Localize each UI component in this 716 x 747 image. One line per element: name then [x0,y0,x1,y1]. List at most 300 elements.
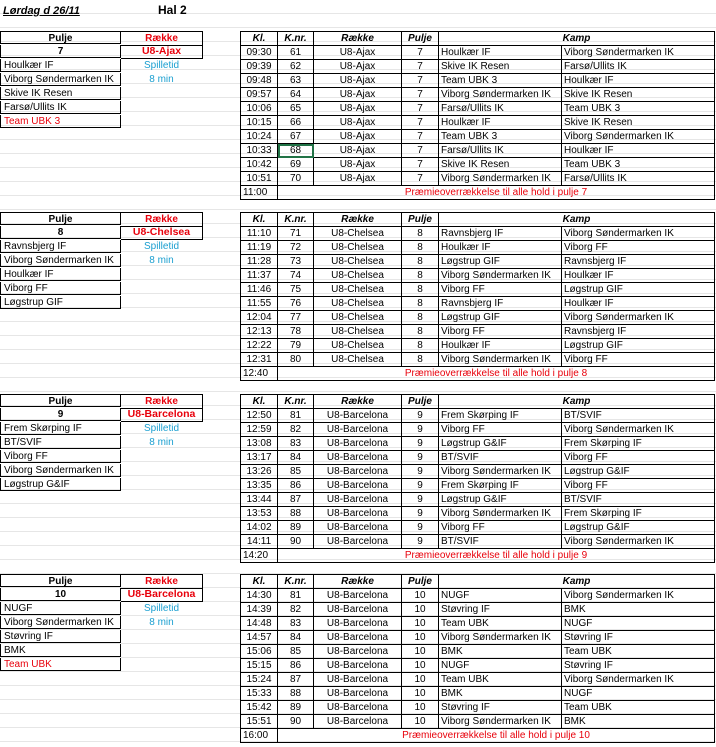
empty-cell[interactable] [121,450,202,463]
raekke-cell[interactable]: U8-Barcelona [314,673,402,687]
raekke-cell[interactable]: U8-Barcelona [314,409,402,423]
pulje-cell[interactable]: 10 [402,673,439,687]
team-cell[interactable]: Viborg FF [0,450,121,463]
pulje-cell[interactable]: 9 [402,535,439,549]
pulje-cell[interactable]: 8 [402,353,439,367]
knr-cell[interactable]: 86 [278,479,314,493]
team-cell[interactable]: Houlkær IF [0,59,121,72]
raekke-cell[interactable]: U8-Ajax [314,130,402,144]
away-team-cell[interactable]: Løgstrup G&IF [562,521,715,535]
raekke-cell[interactable]: U8-Chelsea [314,339,402,353]
kl-cell[interactable]: 10:15 [241,116,278,130]
raekke-cell[interactable]: U8-Ajax [314,172,402,186]
raekke-cell[interactable]: U8-Barcelona [314,645,402,659]
kl-cell[interactable]: 13:53 [241,507,278,521]
home-team-cell[interactable]: Viborg FF [439,325,562,339]
prize-time[interactable]: 16:00 [241,729,278,743]
knr-cell[interactable]: 82 [278,603,314,617]
knr-cell[interactable]: 78 [278,325,314,339]
kamp-header[interactable]: Kamp [439,213,715,227]
kl-cell[interactable]: 15:33 [241,687,278,701]
pulje-cell[interactable]: 10 [402,645,439,659]
knr-cell[interactable]: 73 [278,255,314,269]
away-team-cell[interactable]: Viborg Søndermarken IK [562,673,715,687]
knr-cell[interactable]: 89 [278,701,314,715]
team-cell[interactable]: Frem Skørping IF [0,422,121,435]
playtime-value[interactable]: 8 min [149,617,174,628]
pulje-label[interactable]: Pulje [0,394,121,407]
away-team-cell[interactable]: Løgstrup GIF [562,339,715,353]
knr-cell[interactable]: 72 [278,241,314,255]
empty-cell[interactable] [121,268,202,281]
raekke-cell[interactable]: U8-Barcelona [314,507,402,521]
home-team-cell[interactable]: Team UBK [439,617,562,631]
away-team-cell[interactable]: Farsø/Ullits IK [562,60,715,74]
raekke-cell[interactable]: U8-Barcelona [314,521,402,535]
kl-header[interactable]: Kl. [241,575,278,589]
prize-text[interactable]: Præmieoverrækkelse til alle hold i pulje 7 [278,186,715,200]
away-team-cell[interactable]: BT/SVIF [562,493,715,507]
raekke-cell[interactable]: U8-Barcelona [314,493,402,507]
kl-cell[interactable]: 14:11 [241,535,278,549]
knr-cell[interactable]: 88 [278,687,314,701]
prize-time[interactable]: 11:00 [241,186,278,200]
pulje-cell[interactable]: 9 [402,409,439,423]
away-team-cell[interactable]: Team UBK [562,645,715,659]
kl-cell[interactable]: 12:59 [241,423,278,437]
raekke-header[interactable]: Række [314,213,402,227]
prize-text[interactable]: Præmieoverrækkelse til alle hold i pulje 9 [278,549,715,563]
knr-cell[interactable]: 83 [278,617,314,631]
pulje-cell[interactable]: 9 [402,423,439,437]
knr-header[interactable]: K.nr. [278,32,314,46]
away-team-cell[interactable]: Houlkær IF [562,74,715,88]
pulje-header[interactable]: Pulje [402,575,439,589]
pulje-number[interactable]: 7 [0,45,121,58]
raekke-cell[interactable]: U8-Barcelona [314,451,402,465]
pulje-cell[interactable]: 10 [402,617,439,631]
kl-cell[interactable]: 14:48 [241,617,278,631]
empty-cell[interactable] [121,296,202,309]
kl-cell[interactable]: 12:13 [241,325,278,339]
raekke-header[interactable]: Række [314,575,402,589]
raekke-cell[interactable]: U8-Chelsea [314,283,402,297]
team-cell[interactable]: Viborg Søndermarken IK [0,254,121,267]
raekke-cell[interactable]: U8-Chelsea [314,255,402,269]
pulje-cell[interactable]: 10 [402,687,439,701]
away-team-cell[interactable]: Løgstrup GIF [562,283,715,297]
playtime-value[interactable]: 8 min [149,255,174,266]
home-team-cell[interactable]: Farsø/Ullits IK [439,144,562,158]
pulje-cell[interactable]: 7 [402,158,439,172]
away-team-cell[interactable]: Skive IK Resen [562,88,715,102]
home-team-cell[interactable]: BT/SVIF [439,535,562,549]
raekke-cell[interactable]: U8-Ajax [314,60,402,74]
away-team-cell[interactable]: NUGF [562,617,715,631]
home-team-cell[interactable]: Farsø/Ullits IK [439,102,562,116]
home-team-cell[interactable]: Houlkær IF [439,241,562,255]
playtime-label[interactable]: Spilletid [143,603,180,614]
pulje-header[interactable]: Pulje [402,32,439,46]
kl-cell[interactable]: 09:57 [241,88,278,102]
home-team-cell[interactable]: Team UBK 3 [439,74,562,88]
empty-cell[interactable] [121,658,202,671]
knr-cell[interactable]: 82 [278,423,314,437]
knr-cell[interactable]: 81 [278,409,314,423]
kl-cell[interactable]: 15:24 [241,673,278,687]
away-team-cell[interactable]: Team UBK 3 [562,102,715,116]
kl-cell[interactable]: 10:51 [241,172,278,186]
raekke-cell[interactable]: U8-Barcelona [314,687,402,701]
team-cell[interactable]: Viborg Søndermarken IK [0,464,121,477]
pulje-cell[interactable]: 9 [402,493,439,507]
home-team-cell[interactable]: Viborg Søndermarken IK [439,507,562,521]
kl-cell[interactable]: 12:50 [241,409,278,423]
knr-cell[interactable]: 64 [278,88,314,102]
kl-cell[interactable]: 10:24 [241,130,278,144]
raekke-label[interactable]: Række [121,394,203,409]
away-team-cell[interactable]: BT/SVIF [562,409,715,423]
home-team-cell[interactable]: Viborg Søndermarken IK [439,269,562,283]
raekke-cell[interactable]: U8-Barcelona [314,617,402,631]
team-cell[interactable]: Viborg Søndermarken IK [0,73,121,86]
knr-cell[interactable]: 61 [278,46,314,60]
home-team-cell[interactable]: Viborg FF [439,423,562,437]
away-team-cell[interactable]: Ravnsbjerg IF [562,255,715,269]
pulje-cell[interactable]: 10 [402,701,439,715]
raekke-cell[interactable]: U8-Ajax [314,116,402,130]
pulje-cell[interactable]: 7 [402,144,439,158]
home-team-cell[interactable]: Team UBK 3 [439,130,562,144]
kl-cell[interactable]: 10:33 [241,144,278,158]
home-team-cell[interactable]: NUGF [439,589,562,603]
raekke-name[interactable]: U8-Chelsea [121,226,203,240]
raekke-header[interactable]: Række [314,395,402,409]
away-team-cell[interactable]: Ravnsbjerg IF [562,325,715,339]
pulje-cell[interactable]: 7 [402,60,439,74]
pulje-cell[interactable]: 7 [402,130,439,144]
home-team-cell[interactable]: Viborg FF [439,283,562,297]
kl-cell[interactable]: 12:22 [241,339,278,353]
pulje-cell[interactable]: 8 [402,325,439,339]
kl-cell[interactable]: 13:08 [241,437,278,451]
knr-header[interactable]: K.nr. [278,395,314,409]
kl-cell[interactable]: 15:15 [241,659,278,673]
pulje-cell[interactable]: 8 [402,297,439,311]
pulje-cell[interactable]: 9 [402,507,439,521]
raekke-cell[interactable]: U8-Barcelona [314,659,402,673]
away-team-cell[interactable]: Viborg Søndermarken IK [562,535,715,549]
pulje-cell[interactable]: 10 [402,659,439,673]
raekke-cell[interactable]: U8-Barcelona [314,465,402,479]
home-team-cell[interactable]: Viborg Søndermarken IK [439,715,562,729]
kl-header[interactable]: Kl. [241,213,278,227]
raekke-cell[interactable]: U8-Chelsea [314,227,402,241]
prize-time[interactable]: 12:40 [241,367,278,381]
team-cell[interactable]: BMK [0,644,121,657]
away-team-cell[interactable]: Viborg Søndermarken IK [562,311,715,325]
kl-cell[interactable]: 12:31 [241,353,278,367]
raekke-cell[interactable]: U8-Ajax [314,74,402,88]
team-cell[interactable]: BT/SVIF [0,436,121,449]
raekke-cell[interactable]: U8-Chelsea [314,353,402,367]
away-team-cell[interactable]: Farsø/Ullits IK [562,172,715,186]
raekke-cell[interactable]: U8-Barcelona [314,589,402,603]
pulje-cell[interactable]: 7 [402,46,439,60]
home-team-cell[interactable]: Ravnsbjerg IF [439,227,562,241]
kl-cell[interactable]: 15:42 [241,701,278,715]
raekke-cell[interactable]: U8-Ajax [314,158,402,172]
kl-cell[interactable]: 11:19 [241,241,278,255]
raekke-cell[interactable]: U8-Ajax [314,144,402,158]
kl-header[interactable]: Kl. [241,32,278,46]
pulje-cell[interactable]: 7 [402,102,439,116]
raekke-cell[interactable]: U8-Chelsea [314,241,402,255]
knr-cell[interactable]: 81 [278,589,314,603]
away-team-cell[interactable]: BMK [562,603,715,617]
raekke-cell[interactable]: U8-Chelsea [314,311,402,325]
kl-header[interactable]: Kl. [241,395,278,409]
empty-cell[interactable] [121,87,202,100]
pulje-header[interactable]: Pulje [402,395,439,409]
pulje-number[interactable]: 8 [0,226,121,239]
empty-cell[interactable] [121,282,202,295]
pulje-label[interactable]: Pulje [0,212,121,225]
away-team-cell[interactable]: Houlkær IF [562,269,715,283]
playtime-label[interactable]: Spilletid [143,60,180,71]
away-team-cell[interactable]: Viborg FF [562,353,715,367]
raekke-cell[interactable]: U8-Ajax [314,46,402,60]
empty-cell[interactable] [121,644,202,657]
prize-time[interactable]: 14:20 [241,549,278,563]
home-team-cell[interactable]: Team UBK [439,673,562,687]
pulje-cell[interactable]: 10 [402,715,439,729]
away-team-cell[interactable]: Støvring IF [562,659,715,673]
playtime-value[interactable]: 8 min [149,437,174,448]
knr-cell[interactable]: 85 [278,465,314,479]
away-team-cell[interactable]: Viborg Søndermarken IK [562,589,715,603]
home-team-cell[interactable]: Viborg Søndermarken IK [439,88,562,102]
pulje-cell[interactable]: 7 [402,172,439,186]
away-team-cell[interactable]: Viborg Søndermarken IK [562,46,715,60]
pulje-cell[interactable]: 9 [402,437,439,451]
pulje-label[interactable]: Pulje [0,574,121,587]
raekke-name[interactable]: U8-Barcelona [121,408,203,422]
away-team-cell[interactable]: Viborg Søndermarken IK [562,227,715,241]
pulje-cell[interactable]: 8 [402,241,439,255]
knr-cell[interactable]: 83 [278,437,314,451]
empty-cell[interactable] [121,630,202,643]
home-team-cell[interactable]: Houlkær IF [439,46,562,60]
home-team-cell[interactable]: Frem Skørping IF [439,409,562,423]
kamp-header[interactable]: Kamp [439,32,715,46]
knr-cell[interactable]: 87 [278,493,314,507]
raekke-cell[interactable]: U8-Barcelona [314,715,402,729]
knr-cell[interactable]: 66 [278,116,314,130]
kl-cell[interactable]: 14:57 [241,631,278,645]
kl-cell[interactable]: 15:51 [241,715,278,729]
team-cell[interactable]: Skive IK Resen [0,87,121,100]
pulje-cell[interactable]: 9 [402,521,439,535]
pulje-cell[interactable]: 8 [402,227,439,241]
team-cell[interactable]: Ravnsbjerg IF [0,240,121,253]
raekke-cell[interactable]: U8-Ajax [314,102,402,116]
home-team-cell[interactable]: Houlkær IF [439,116,562,130]
knr-cell[interactable]: 90 [278,535,314,549]
raekke-cell[interactable]: U8-Barcelona [314,535,402,549]
kl-cell[interactable]: 09:30 [241,46,278,60]
playtime-label[interactable]: Spilletid [143,423,180,434]
away-team-cell[interactable]: Løgstrup G&IF [562,465,715,479]
playtime-value[interactable]: 8 min [149,74,174,85]
home-team-cell[interactable]: Ravnsbjerg IF [439,297,562,311]
kl-cell[interactable]: 14:39 [241,603,278,617]
raekke-cell[interactable]: U8-Chelsea [314,269,402,283]
team-cell[interactable]: Team UBK [0,658,121,671]
away-team-cell[interactable]: Støvring IF [562,631,715,645]
knr-cell[interactable]: 65 [278,102,314,116]
kl-cell[interactable]: 11:28 [241,255,278,269]
raekke-label[interactable]: Række [121,574,203,589]
kl-cell[interactable]: 10:42 [241,158,278,172]
raekke-cell[interactable]: U8-Ajax [314,88,402,102]
kl-cell[interactable]: 11:37 [241,269,278,283]
knr-header[interactable]: K.nr. [278,213,314,227]
team-cell[interactable]: Løgstrup G&IF [0,478,121,491]
raekke-header[interactable]: Række [314,32,402,46]
knr-cell[interactable]: 75 [278,283,314,297]
knr-cell[interactable]: 63 [278,74,314,88]
pulje-number[interactable]: 10 [0,588,121,601]
pulje-cell[interactable]: 8 [402,269,439,283]
home-team-cell[interactable]: Viborg Søndermarken IK [439,353,562,367]
team-cell[interactable]: Viborg FF [0,282,121,295]
knr-cell[interactable]: 76 [278,297,314,311]
away-team-cell[interactable]: Viborg Søndermarken IK [562,130,715,144]
kl-cell[interactable]: 14:02 [241,521,278,535]
kl-cell[interactable]: 14:30 [241,589,278,603]
knr-cell[interactable]: 69 [278,158,314,172]
away-team-cell[interactable]: Team UBK [562,701,715,715]
kl-cell[interactable]: 09:48 [241,74,278,88]
playtime-label[interactable]: Spilletid [143,241,180,252]
kl-cell[interactable]: 13:35 [241,479,278,493]
raekke-cell[interactable]: U8-Barcelona [314,701,402,715]
knr-cell[interactable]: 62 [278,60,314,74]
kl-cell[interactable]: 13:44 [241,493,278,507]
pulje-cell[interactable]: 8 [402,255,439,269]
home-team-cell[interactable]: Løgstrup GIF [439,255,562,269]
home-team-cell[interactable]: NUGF [439,659,562,673]
pulje-number[interactable]: 9 [0,408,121,421]
away-team-cell[interactable]: Team UBK 3 [562,158,715,172]
pulje-cell[interactable]: 9 [402,479,439,493]
kl-cell[interactable]: 15:06 [241,645,278,659]
home-team-cell[interactable]: Skive IK Resen [439,60,562,74]
home-team-cell[interactable]: Viborg Søndermarken IK [439,172,562,186]
away-team-cell[interactable]: Viborg Søndermarken IK [562,423,715,437]
knr-cell[interactable]: 79 [278,339,314,353]
kl-cell[interactable]: 11:55 [241,297,278,311]
pulje-cell[interactable]: 10 [402,589,439,603]
knr-header[interactable]: K.nr. [278,575,314,589]
raekke-label[interactable]: Række [121,31,203,46]
kl-cell[interactable]: 10:06 [241,102,278,116]
raekke-cell[interactable]: U8-Barcelona [314,603,402,617]
kl-cell[interactable]: 12:04 [241,311,278,325]
empty-cell[interactable] [121,115,202,128]
away-team-cell[interactable]: Viborg FF [562,451,715,465]
knr-cell[interactable]: 90 [278,715,314,729]
knr-cell[interactable]: 88 [278,507,314,521]
team-cell[interactable]: Løgstrup GIF [0,296,121,309]
raekke-label[interactable]: Række [121,212,203,227]
away-team-cell[interactable]: NUGF [562,687,715,701]
pulje-label[interactable]: Pulje [0,31,121,44]
team-cell[interactable]: NUGF [0,602,121,615]
empty-cell[interactable] [121,464,202,477]
away-team-cell[interactable]: Viborg FF [562,241,715,255]
home-team-cell[interactable]: Viborg Søndermarken IK [439,465,562,479]
team-cell[interactable]: Team UBK 3 [0,115,121,128]
team-cell[interactable]: Houlkær IF [0,268,121,281]
kamp-header[interactable]: Kamp [439,395,715,409]
pulje-cell[interactable]: 10 [402,631,439,645]
kl-cell[interactable]: 11:10 [241,227,278,241]
pulje-cell[interactable]: 7 [402,74,439,88]
away-team-cell[interactable]: BMK [562,715,715,729]
away-team-cell[interactable]: Houlkær IF [562,144,715,158]
knr-cell[interactable]: 71 [278,227,314,241]
home-team-cell[interactable]: Viborg FF [439,521,562,535]
knr-cell[interactable]: 74 [278,269,314,283]
home-team-cell[interactable]: Støvring IF [439,701,562,715]
home-team-cell[interactable]: Løgstrup G&IF [439,437,562,451]
team-cell[interactable]: Støvring IF [0,630,121,643]
away-team-cell[interactable]: Frem Skørping IF [562,437,715,451]
away-team-cell[interactable]: Viborg FF [562,479,715,493]
pulje-header[interactable]: Pulje [402,213,439,227]
pulje-cell[interactable]: 7 [402,116,439,130]
pulje-cell[interactable]: 8 [402,283,439,297]
empty-cell[interactable] [121,478,202,491]
home-team-cell[interactable]: Støvring IF [439,603,562,617]
prize-text[interactable]: Præmieoverrækkelse til alle hold i pulje 8 [278,367,715,381]
knr-cell[interactable]: 84 [278,631,314,645]
home-team-cell[interactable]: BMK [439,687,562,701]
kl-cell[interactable]: 09:39 [241,60,278,74]
knr-cell[interactable]: 84 [278,451,314,465]
raekke-name[interactable]: U8-Barcelona [121,588,203,602]
home-team-cell[interactable]: BMK [439,645,562,659]
raekke-cell[interactable]: U8-Barcelona [314,631,402,645]
home-team-cell[interactable]: BT/SVIF [439,451,562,465]
raekke-cell[interactable]: U8-Barcelona [314,423,402,437]
knr-cell[interactable]: 67 [278,130,314,144]
raekke-cell[interactable]: U8-Barcelona [314,479,402,493]
raekke-name[interactable]: U8-Ajax [121,45,203,59]
kl-cell[interactable]: 13:26 [241,465,278,479]
knr-cell[interactable]: 85 [278,645,314,659]
team-cell[interactable]: Viborg Søndermarken IK [0,616,121,629]
raekke-cell[interactable]: U8-Chelsea [314,297,402,311]
home-team-cell[interactable]: Løgstrup G&IF [439,493,562,507]
empty-cell[interactable] [121,101,202,114]
pulje-cell[interactable]: 9 [402,465,439,479]
kl-cell[interactable]: 11:46 [241,283,278,297]
pulje-cell[interactable]: 7 [402,88,439,102]
pulje-cell[interactable]: 9 [402,451,439,465]
